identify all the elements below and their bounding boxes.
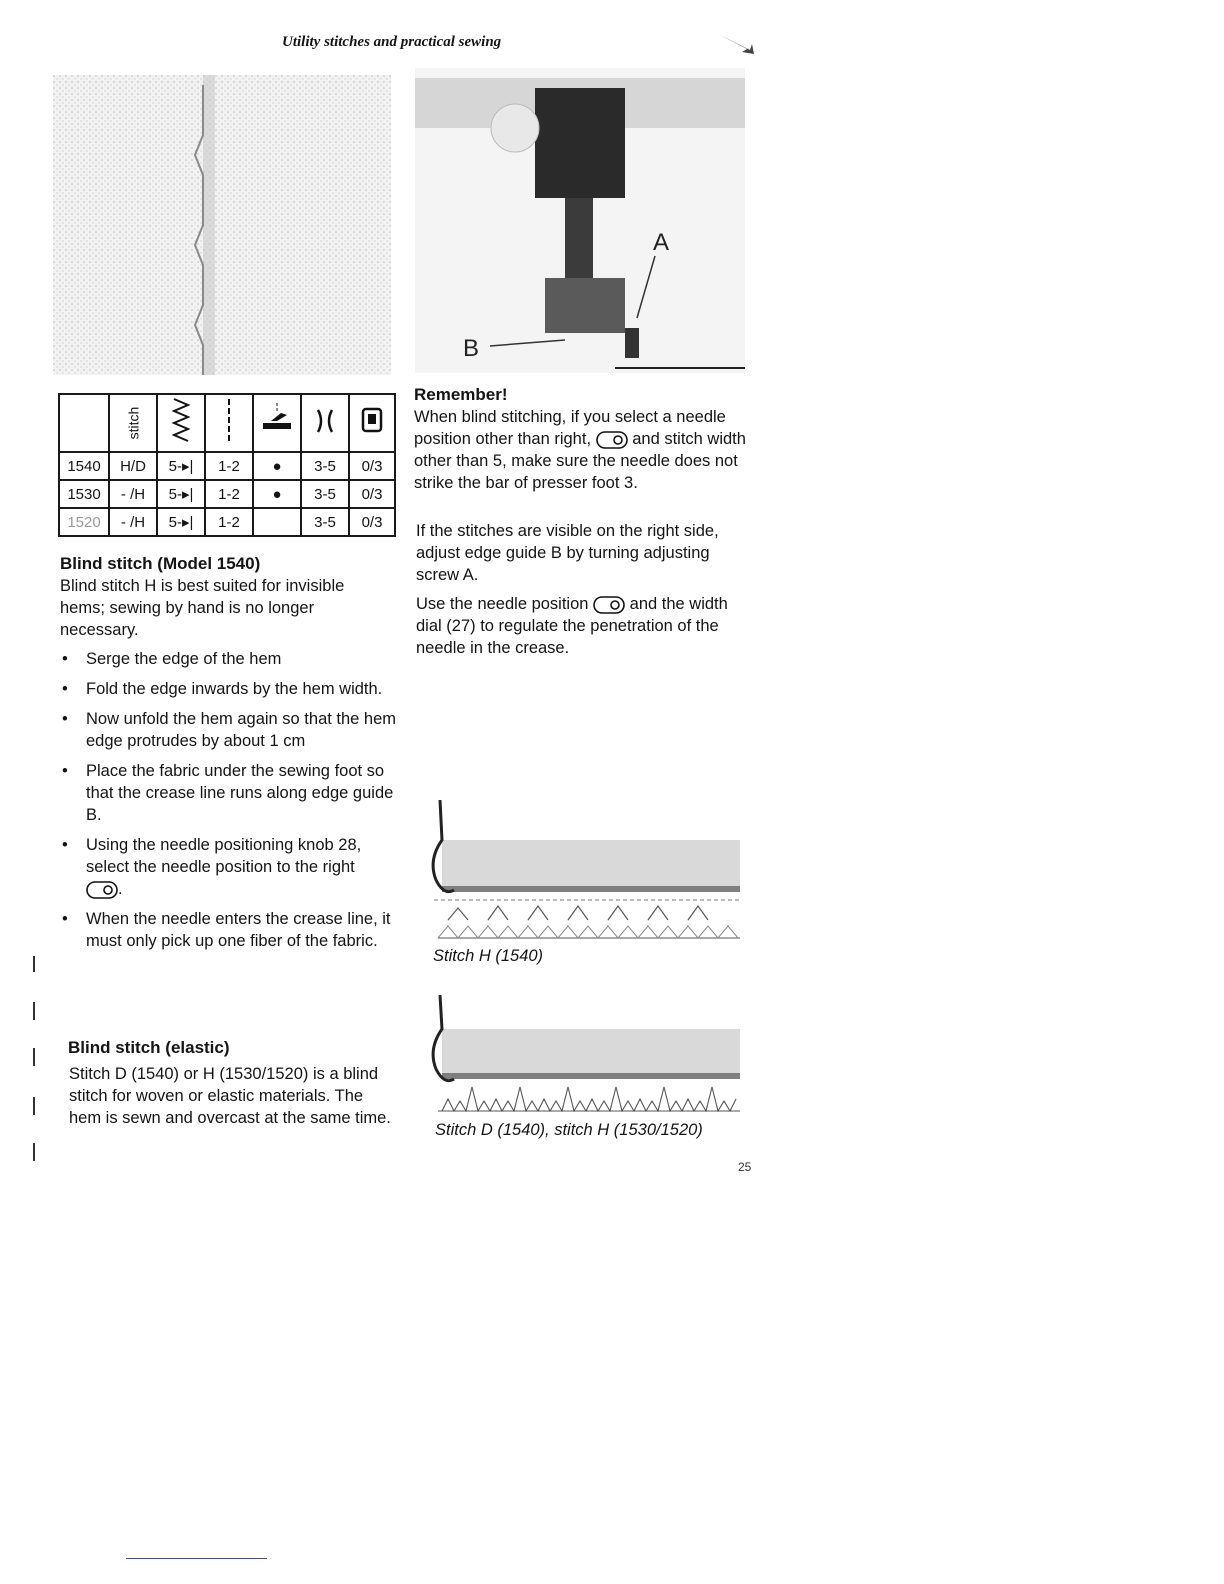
stitch-cell: - /H [109, 480, 157, 508]
length-cell: 1-2 [205, 508, 253, 536]
list-item: • Place the fabric under the sewing foot so that the crease line runs along edge guide B. [60, 760, 400, 826]
fabric-blind-stitch-photo [53, 75, 391, 375]
corner-arrow-icon [716, 30, 756, 56]
blind-elastic-text: Stitch D (1540) or H (1530/1520) is a blind stitch for woven or elastic materials. The hem is sewn and overcast at the same time. [69, 1065, 391, 1127]
table-header-blank [59, 394, 109, 452]
blind-stitch-heading: Blind stitch (Model 1540) [60, 554, 261, 573]
list-item: • Using the needle positioning knob 28, select the needle position to the right . [60, 834, 400, 900]
width-cell: 5-▸| [157, 480, 205, 508]
footer-rule [126, 1558, 267, 1559]
table-row [59, 480, 395, 508]
foot-cell: 0/3 [349, 480, 395, 508]
model-cell: 1540 [59, 452, 109, 480]
stitch-h-illustration [428, 800, 740, 942]
stitch-settings-table [58, 393, 396, 537]
table-row [59, 508, 395, 536]
stitch-d-illustration [428, 995, 740, 1113]
table-header-row [59, 394, 395, 452]
margin-mark [33, 1143, 35, 1161]
remember-paragraph-1: When blind stitching, if you select a needle position other than right, and stitch width other than 5, make sure the needle does not strike the bar of presser foot 3. [414, 408, 746, 492]
needle-position-right-icon [593, 596, 625, 614]
width-cell: 5-▸| [157, 508, 205, 536]
stitch-column-header: stitch [109, 394, 157, 452]
page-number: 25 [738, 1160, 752, 1174]
blind-elastic-heading: Blind stitch (elastic) [68, 1038, 230, 1057]
zigzag-icon [157, 394, 205, 452]
remember-paragraph-2: If the stitches are visible on the right side, adjust edge guide B by turning adjusting screw A. [416, 522, 719, 584]
straight-stitch-icon [205, 394, 253, 452]
needle-position-right-icon [596, 431, 628, 449]
length-cell: 1-2 [205, 452, 253, 480]
blind-stitch-intro: Blind stitch H is best suited for invisible hems; sewing by hand is no longer necessary. [60, 577, 345, 639]
presser-foot-photo [415, 68, 745, 373]
model-cell: 1520 [59, 508, 109, 536]
label-a: A [653, 229, 670, 256]
stitch-length-icon [301, 394, 349, 452]
needle-position-right-icon [86, 881, 118, 899]
tension-cell: 3-5 [301, 480, 349, 508]
stitch-d-caption: Stitch D (1540), stitch H (1530/1520) [435, 1121, 703, 1139]
tension-cell: 3-5 [301, 452, 349, 480]
feed-dog-icon [253, 394, 301, 452]
model-cell: 1530 [59, 480, 109, 508]
foot-cell: 0/3 [349, 508, 395, 536]
list-item: • Now unfold the hem again so that the hem edge protrudes by about 1 cm [60, 708, 400, 752]
list-item: • When the needle enters the crease line, it must only pick up one fiber of the fabric. [60, 908, 400, 952]
stitch-h-caption: Stitch H (1540) [433, 947, 544, 965]
tension-cell: 3-5 [301, 508, 349, 536]
feed-cell: ● [253, 452, 301, 480]
remember-paragraph-3: Use the needle position and the width dial (27) to regulate the penetration of the needle in the crease. [416, 595, 728, 657]
remember-heading: Remember! [414, 385, 508, 404]
margin-mark [33, 1048, 35, 1066]
blind-stitch-steps [60, 648, 400, 960]
stitch-cell: H/D [109, 452, 157, 480]
foot-cell: 0/3 [349, 452, 395, 480]
length-cell: 1-2 [205, 480, 253, 508]
margin-mark [33, 956, 35, 972]
page-header: Utility stitches and practical sewing [282, 34, 502, 50]
stitch-cell: - /H [109, 508, 157, 536]
presser-foot-icon [349, 394, 395, 452]
width-cell: 5-▸| [157, 452, 205, 480]
list-item: • Fold the edge inwards by the hem width. [60, 678, 400, 700]
feed-cell [253, 508, 301, 536]
table-row [59, 452, 395, 480]
list-item: • Serge the edge of the hem [60, 648, 400, 670]
label-b: B [463, 335, 480, 362]
margin-mark [33, 1097, 35, 1115]
margin-mark [33, 1002, 35, 1020]
feed-cell: ● [253, 480, 301, 508]
